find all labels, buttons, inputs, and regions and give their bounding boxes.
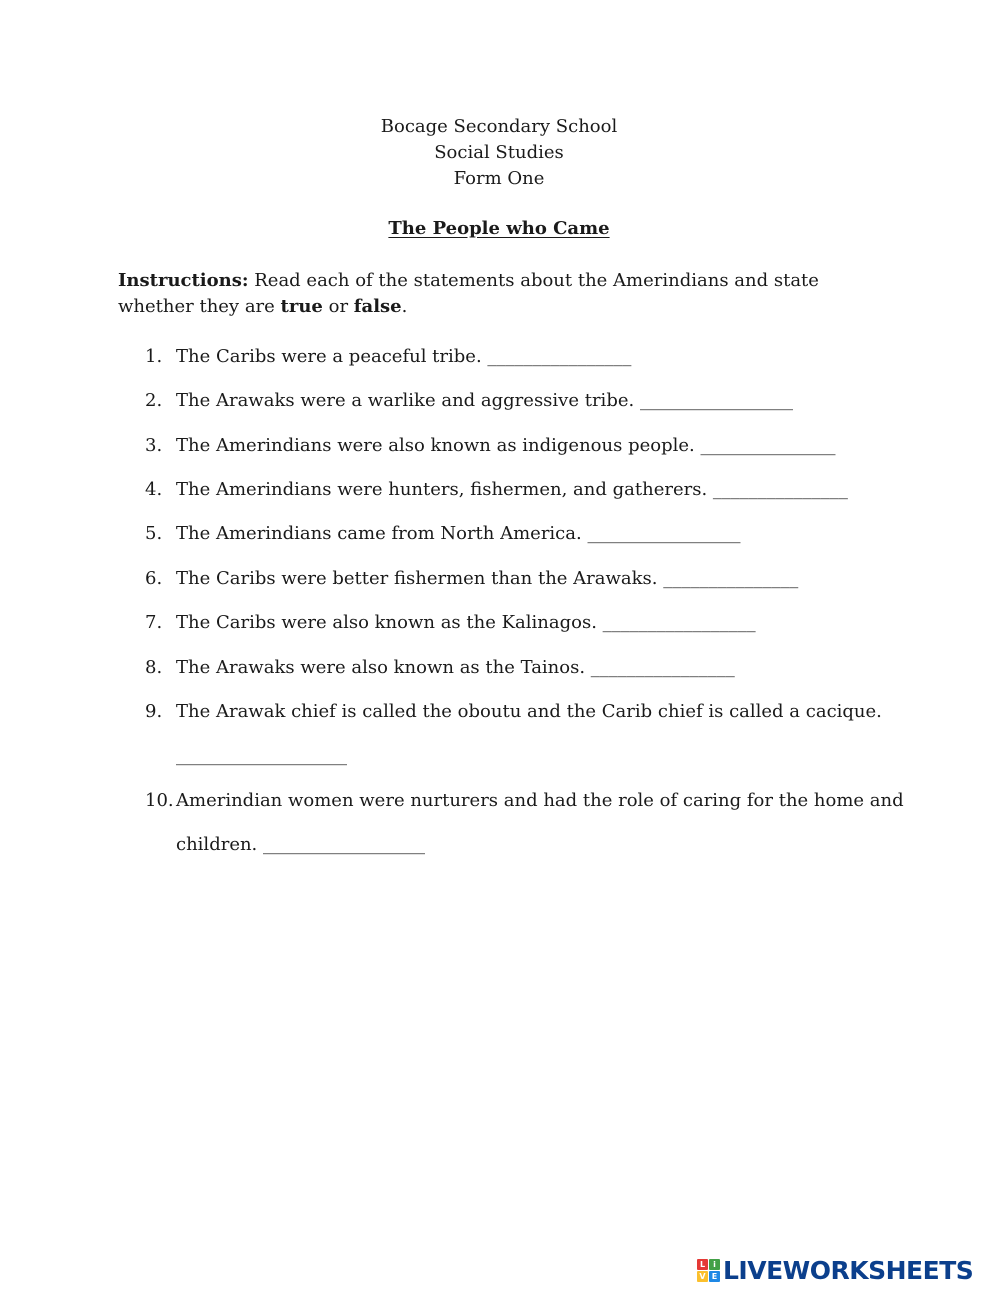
question-text: The Caribs were a peaceful tribe.: [176, 346, 488, 367]
answer-blank[interactable]: ___________________: [176, 745, 347, 766]
answer-blank[interactable]: _______________: [663, 568, 799, 589]
question-4: [145, 479, 848, 500]
logo-block: E: [709, 1271, 720, 1282]
answer-blank[interactable]: ________________: [590, 657, 735, 678]
question-9-blank-line: [176, 745, 347, 766]
question-text: The Arawaks were a warlike and aggressive tribe.: [176, 390, 640, 411]
question-number: 4.: [145, 479, 163, 500]
question-6: [145, 568, 798, 589]
answer-blank[interactable]: ________________: [487, 346, 632, 367]
question-number: 10.: [145, 790, 174, 811]
question-number: 3.: [145, 435, 163, 456]
question-text: The Amerindians were also known as indigenous people.: [176, 435, 701, 456]
question-text: The Amerindians came from North America.: [176, 523, 588, 544]
question-number: 6.: [145, 568, 163, 589]
answer-blank[interactable]: _______________: [712, 479, 848, 500]
instructions-word-false: false: [353, 296, 402, 317]
question-number: 1.: [145, 346, 163, 367]
question-3: [145, 435, 835, 456]
school-name: Bocage Secondary School: [380, 116, 618, 137]
question-number: 8.: [145, 657, 163, 678]
question-9: [145, 701, 882, 722]
question-2: [145, 390, 793, 411]
logo-block: V: [697, 1271, 708, 1282]
answer-blank[interactable]: _________________: [587, 523, 741, 544]
question-text: The Arawaks were also known as the Tainos.: [176, 657, 591, 678]
question-number: 2.: [145, 390, 163, 411]
question-10-continuation: [176, 834, 425, 855]
answer-blank[interactable]: _______________: [700, 435, 836, 456]
page-title: The People who Came: [388, 218, 610, 239]
logo-block: L: [697, 1259, 708, 1270]
answer-blank[interactable]: __________________: [263, 834, 426, 855]
instructions-word-true: true: [280, 296, 323, 317]
question-8: [145, 657, 735, 678]
answer-blank[interactable]: _________________: [639, 390, 793, 411]
question-text: The Arawak chief is called the oboutu and the Carib chief is called a cacique.: [176, 701, 882, 722]
instructions-text-end: .: [401, 296, 408, 317]
question-5: [145, 523, 740, 544]
question-number: 9.: [145, 701, 163, 722]
logo-text: LIVEWORKSHEETS: [723, 1255, 974, 1285]
question-text-continued: children.: [176, 834, 264, 855]
form-level: Form One: [453, 168, 545, 189]
question-10: [145, 790, 904, 811]
worksheet-header: [0, 114, 998, 192]
logo-blocks-icon: [697, 1259, 720, 1282]
question-7: [145, 612, 756, 633]
instructions-text-before: Read each of the statements about the Amerindians and state whether they are: [118, 270, 819, 317]
question-text: The Amerindians were hunters, fishermen, and gatherers.: [176, 479, 713, 500]
instructions-label: Instructions:: [118, 270, 249, 291]
question-number: 7.: [145, 612, 163, 633]
question-1: [145, 346, 631, 367]
instructions: [118, 268, 878, 320]
question-number: 5.: [145, 523, 163, 544]
liveworksheets-logo: [697, 1254, 973, 1286]
question-text: The Caribs were also known as the Kalinagos.: [176, 612, 603, 633]
instructions-text-middle: or: [322, 296, 354, 317]
logo-block: i: [709, 1259, 720, 1270]
question-text: Amerindian women were nurturers and had the role of caring for the home and: [176, 790, 904, 811]
subject-name: Social Studies: [434, 142, 564, 163]
answer-blank[interactable]: _________________: [602, 612, 756, 633]
question-text: The Caribs were better fishermen than the Arawaks.: [176, 568, 664, 589]
